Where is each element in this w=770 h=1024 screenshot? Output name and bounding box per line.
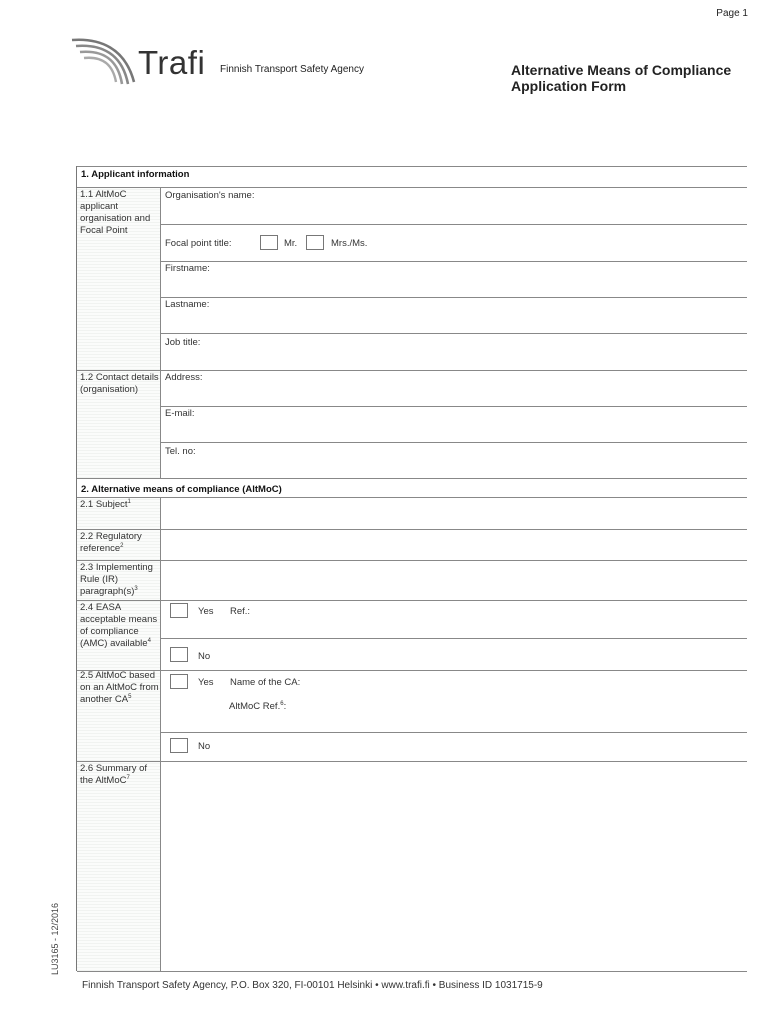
lastname-label: Lastname: [165, 299, 210, 310]
mr-label: Mr. [284, 238, 298, 249]
altmoc-based-label: 2.5 AltMoC based on an AltMoC from another $CA^5$ [80, 670, 159, 705]
altmoc-ref-label: AltMoC Ref.$^6$: [229, 701, 287, 712]
document-title [511, 62, 731, 94]
based-yes-label: Yes [198, 677, 214, 688]
regulatory-reference-label: 2.2 Regulatory reference$^2$ [80, 531, 142, 554]
based-no-checkbox[interactable] [170, 738, 188, 753]
address-label: Address: [165, 372, 203, 383]
firstname-label: Firstname: [165, 263, 210, 274]
mr-checkbox[interactable] [260, 235, 278, 250]
column-divider [160, 497, 161, 971]
section-2-heading: 2. Alternative means of compliance (AltMoC) [81, 484, 282, 495]
subject-label: 2.1 Subject$^1$ [80, 499, 131, 510]
based-yes-checkbox[interactable] [170, 674, 188, 689]
based-no-label: No [198, 741, 211, 752]
ca-name-label: Name of the CA: [230, 677, 301, 688]
form-code: LU3165 - 12/2016 [50, 902, 60, 975]
tel-label: Tel. no: [165, 446, 196, 457]
summary-label: 2.6 Summary of the AltMoC$^7$ [80, 763, 148, 786]
amc-yes-label: Yes [198, 606, 214, 617]
section-1-heading: 1. Applicant information [81, 169, 190, 180]
applicant-label: 1.1 AltMoC applicant organisation and Focal Point [80, 189, 151, 236]
contact-details-label: 1.2 Contact details (organisation) [80, 372, 159, 395]
application-form [76, 166, 746, 971]
trafi-logo-text: Trafi [138, 44, 206, 81]
title-line-1: Alternative Means of Compliance [511, 62, 732, 78]
focal-point-title-label: Focal point title: [165, 238, 232, 249]
organisation-name-label: Organisation's name: [165, 190, 255, 201]
job-title-label: Job title: [165, 337, 201, 348]
mrs-label: Mrs./Ms. [331, 238, 368, 249]
mrs-checkbox[interactable] [306, 235, 324, 250]
email-label: E-mail: [165, 408, 195, 419]
amc-ref-label: Ref.: [230, 606, 251, 617]
amc-no-label: No [198, 651, 211, 662]
footer-address: Finnish Transport Safety Agency, P.O. Box 320, FI-00101 Helsinki • www.trafi.fi • Business ID 1031715-9 [82, 980, 543, 991]
amc-no-checkbox[interactable] [170, 647, 188, 662]
amc-label: 2.4 EASA acceptable means of compliance (AMC) available$^4$ [80, 602, 158, 649]
implementing-rule-label: 2.3 Implementing Rule (IR) $paragraph(s)^3$ [80, 562, 153, 597]
agency-name: Finnish Transport Safety Agency [220, 64, 364, 75]
amc-yes-checkbox[interactable] [170, 603, 188, 618]
title-line-2: Application Form [511, 78, 627, 94]
page-number: Page 1 [716, 8, 748, 19]
